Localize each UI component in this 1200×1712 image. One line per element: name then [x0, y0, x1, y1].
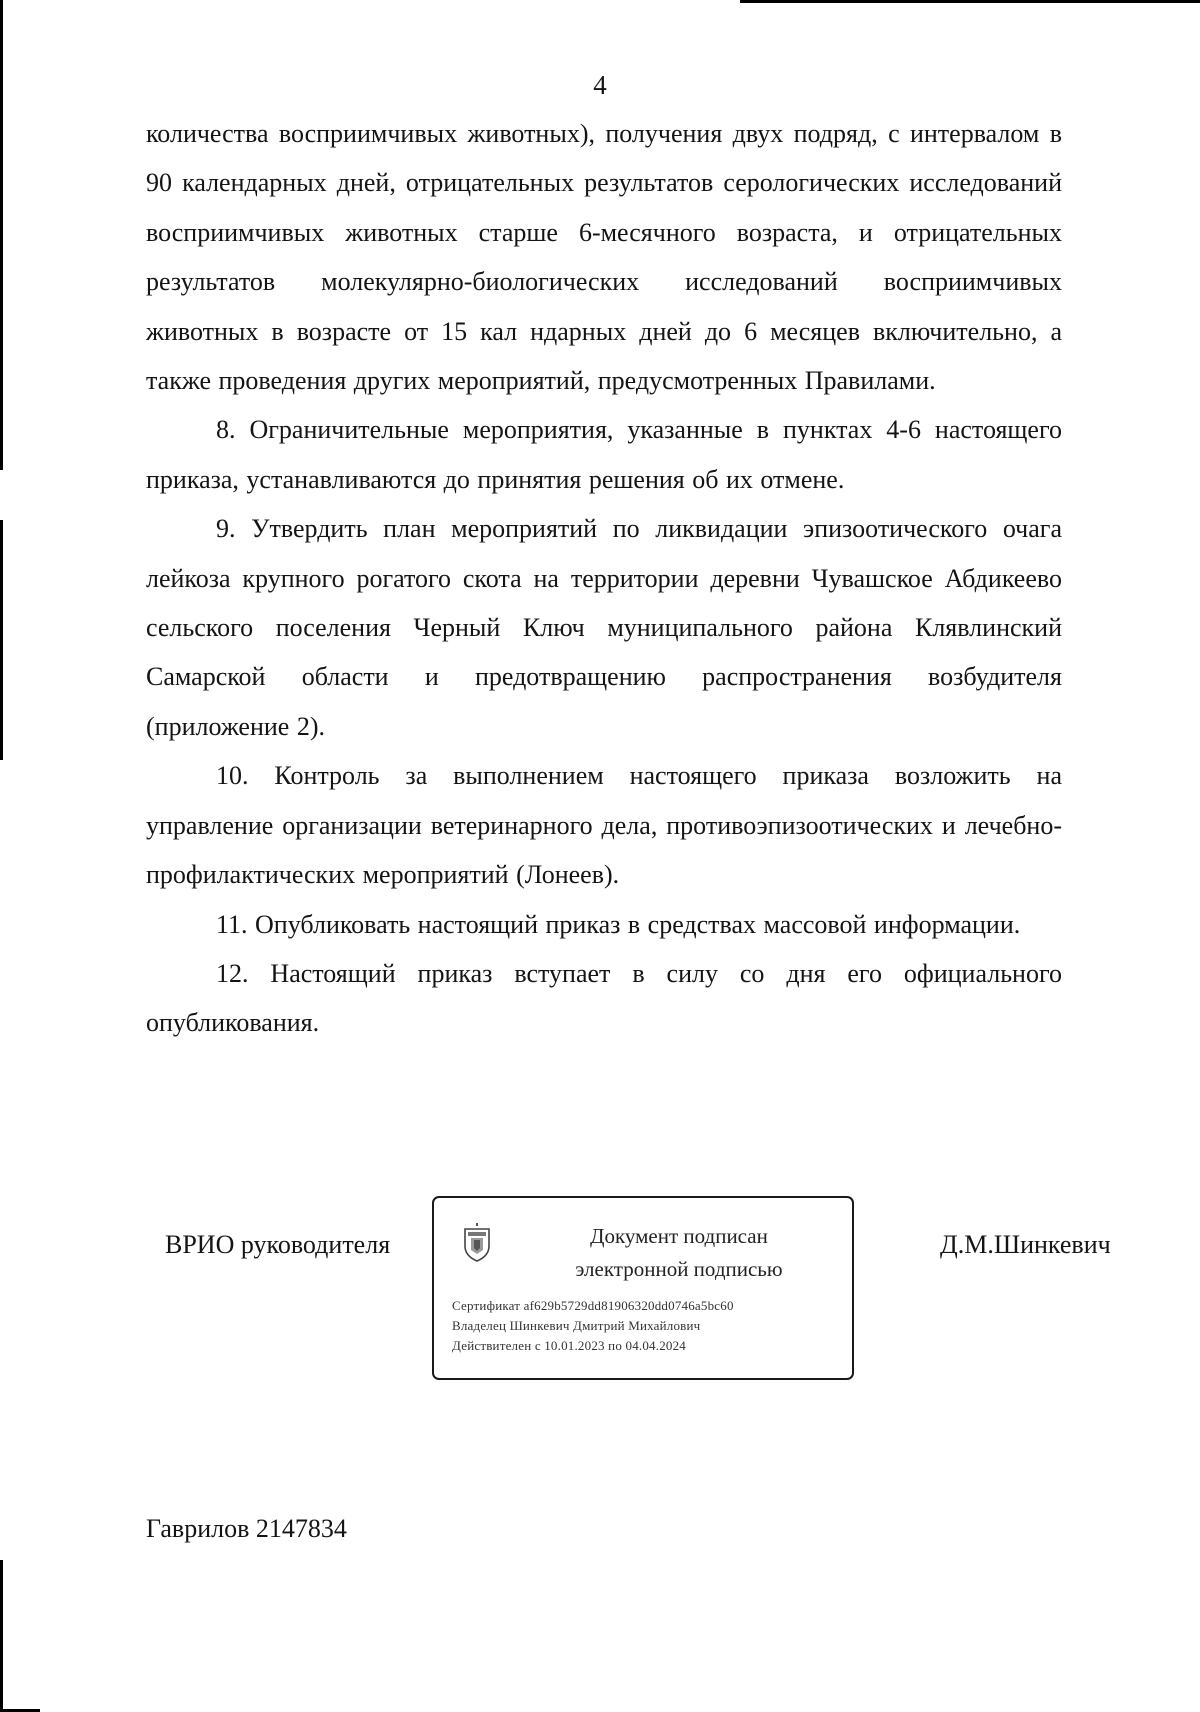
stamp-heading [514, 1220, 844, 1286]
coat-of-arms-icon [462, 1222, 492, 1262]
signer-title: ВРИО руководителя [165, 1230, 391, 1259]
paragraph-item-9: 9. Утвердить план мероприятий по ликвидации эпизоотического очага лейкоза крупного рогатого скота на территории деревни Чувашское Абдикеево сельского поселения Черный Ключ муниципального района Клявлинский Самарской области и предотвращению распространения возбудителя (приложение 2). [146, 514, 1062, 741]
scan-border-left [0, 1560, 3, 1712]
stamp-heading-line: электронной подписью [575, 1257, 783, 1281]
certificate-owner: Владелец Шинкевич Дмитрий Михайлович [452, 1318, 701, 1333]
document-body [146, 109, 1062, 1048]
executor-contact: Гаврилов 2147834 [146, 1514, 347, 1543]
paragraph-item-10: 10. Контроль за выполнением настоящего приказа возложить на управление организации ветеринарного дела, противоэпизоотических и лечебно-профилактических мероприятий (Лонеев). [146, 761, 1062, 890]
page-number: 4 [593, 70, 607, 100]
scan-border-top [740, 0, 1200, 3]
certificate-number: Сертификат af629b5729dd81906320dd0746a5bc60 [452, 1298, 734, 1313]
stamp-heading-line: Документ подписан [590, 1224, 768, 1248]
certificate-details [452, 1296, 847, 1356]
paragraph-item-11: 11. Опубликовать настоящий приказ в средствах массовой информации. [216, 909, 1021, 939]
scan-border-left [0, 520, 3, 760]
paragraph-item-12: 12. Настоящий приказ вступает в силу со дня его официального опубликования. [146, 958, 1062, 1038]
electronic-signature-stamp [432, 1196, 854, 1380]
paragraph-item-8: 8. Ограничительные мероприятия, указанные в пунктах 4-6 настоящего приказа, устанавливаются до принятия решения об их отмене. [146, 415, 1062, 494]
signer-name: Д.М.Шинкевич [940, 1230, 1111, 1259]
paragraph-continuation: количества восприимчивых животных), получения двух подряд, с интервалом в 90 календарных дней, отрицательных результатов серологических исследований восприимчивых животных старше 6-месячного возраста, и отрицательных результатов молекулярно-биологических исследований восприимчивых животных в возрасте от 15 кал ндарных дней до 6 месяцев включительно, а также проведения других мероприятий, предусмотренных Правилами. [146, 119, 1062, 396]
certificate-validity: Действителен с 10.01.2023 по 04.04.2024 [452, 1338, 686, 1353]
